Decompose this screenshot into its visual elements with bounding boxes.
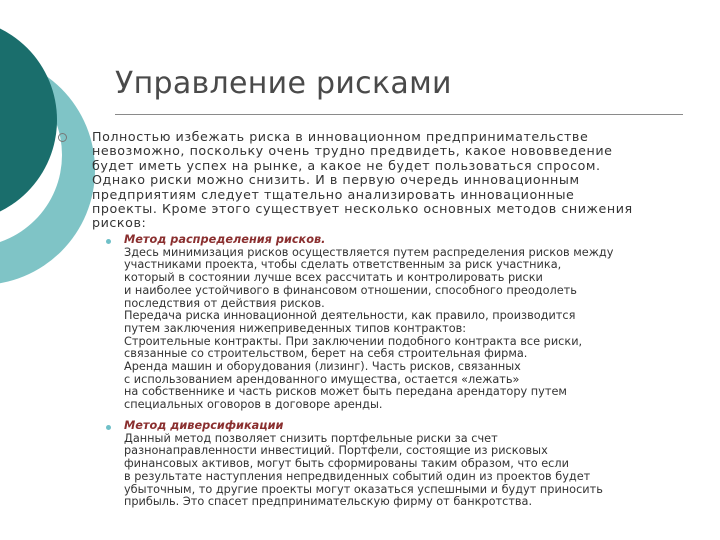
method-heading: Метод диверсификации <box>124 419 284 432</box>
method-line: участниками проекта, чтобы сделать ответственным за риск участника, <box>124 258 562 272</box>
method-line: прибыль. Это спасет предпринимательскую фирму от банкротства. <box>124 495 533 509</box>
method-line: финансовых активов, могут быть сформированы таким образом, что если <box>124 457 569 471</box>
method-line: связанные со строительством, берет на себя строительная фирма. <box>124 347 528 361</box>
method-line: с использованием арендованного имущества, остается «лежать» <box>124 372 520 386</box>
intro-line: предприятиям следует тщательно анализировать инновационные <box>92 186 575 202</box>
method-line: разнонаправленности инвестиций. Портфели, состоящие из рисковых <box>124 444 548 458</box>
method-line: и наиболее устойчивого в финансовом отношении, способного преодолеть <box>124 283 577 297</box>
method-line: убыточным, то другие проекты могут оказаться успешными и будут приносить <box>124 482 603 496</box>
method-line: Данный метод позволяет снизить портфельные риски за счет <box>124 431 498 445</box>
intro-line: Однако риски можно снизить. И в первую очередь инновационным <box>92 172 580 188</box>
method-heading: Метод распределения рисков. <box>124 233 326 246</box>
method-line: который в состоянии лучше всех рассчитать и контролировать риски <box>124 271 543 285</box>
intro-line: невозможно, поскольку очень трудно предвидеть, какое нововведение <box>92 143 613 159</box>
method-line: Передача риска инновационной деятельности, как правило, производится <box>124 309 576 323</box>
method-line: Строительные контракты. При заключении подобного контракта все риски, <box>124 334 583 348</box>
method-line: в результате наступления непредвиденных событий один из проектов будет <box>124 469 591 483</box>
sub-bullet-icon <box>106 239 111 244</box>
method-line: последствия от действия рисков. <box>124 296 325 310</box>
method-line: на собственнике и часть рисков может быть передана арендатору путем <box>124 385 567 399</box>
slide-title: Управление рисками <box>115 66 452 101</box>
method-diversification <box>124 420 684 509</box>
method-line: путем заключения нижеприведенных типов контрактов: <box>124 321 467 335</box>
method-line: Здесь минимизация рисков осуществляется путем распределения рисков между <box>124 245 614 259</box>
main-bullet-icon <box>58 133 67 142</box>
title-divider <box>115 114 683 115</box>
method-line: специальных оговоров в договоре аренды. <box>124 398 383 412</box>
intro-line: рисков: <box>92 215 147 231</box>
method-line: Аренда машин и оборудования (лизинг). Часть рисков, связанных <box>124 360 521 374</box>
sub-bullet-icon <box>106 425 111 430</box>
intro-line: проекты. Кроме этого существует несколько основных методов снижения <box>92 201 633 217</box>
intro-paragraph <box>92 130 682 231</box>
method-distribution <box>124 234 684 412</box>
intro-line: будет иметь успех на рынке, а какое не будет пользоваться спросом. <box>92 157 601 173</box>
intro-line: Полностью избежать риска в инновационном предпринимательстве <box>92 129 589 144</box>
